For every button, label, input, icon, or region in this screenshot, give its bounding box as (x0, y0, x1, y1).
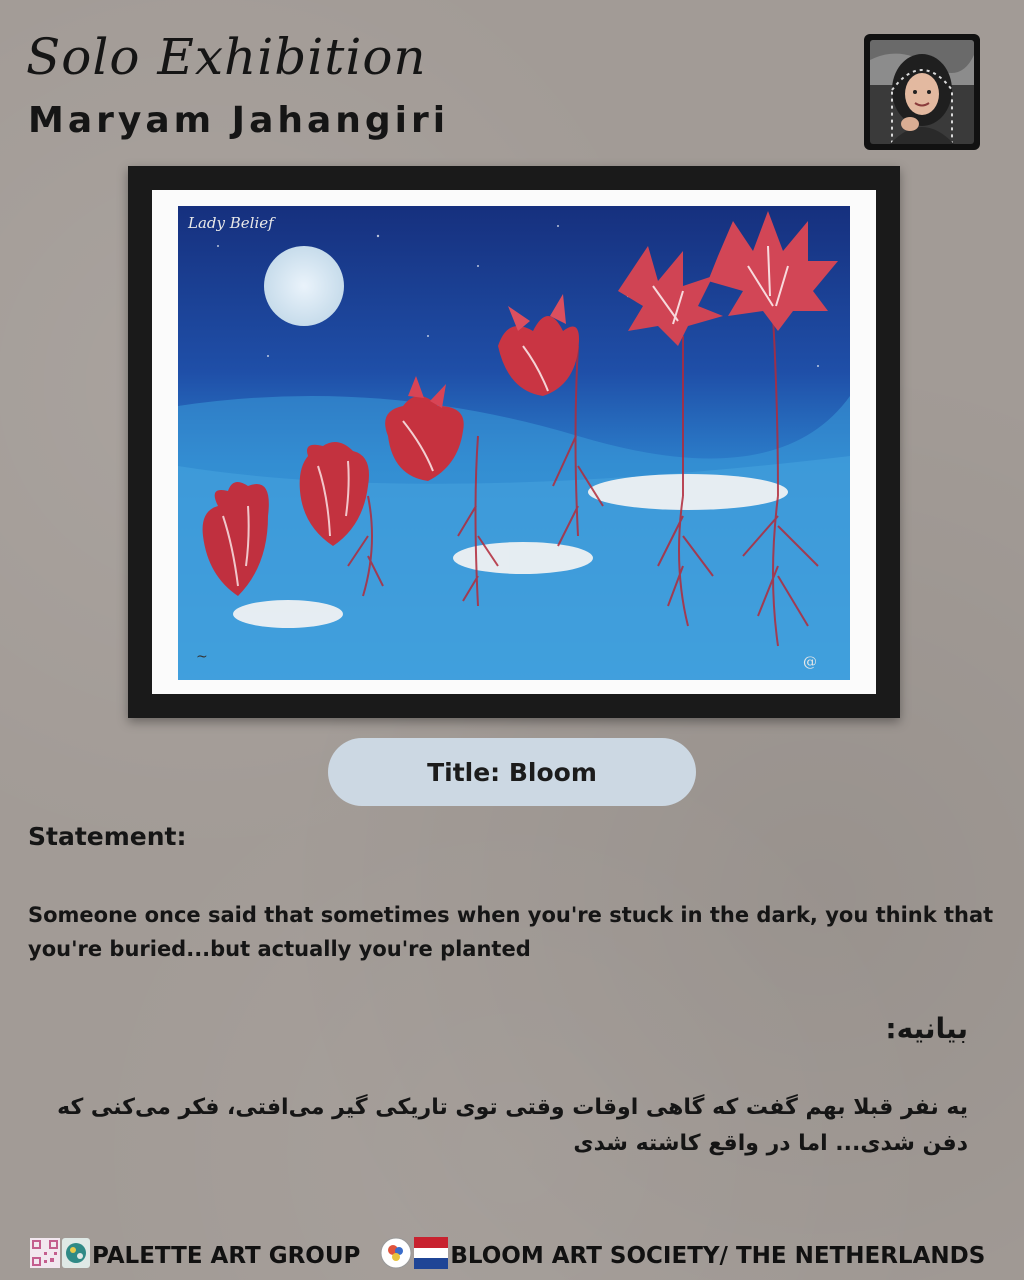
artwork-frame (128, 166, 900, 718)
palette-logo-icon (62, 1238, 90, 1274)
statement-fa-label: بیانیه: (885, 1012, 968, 1045)
qr-code-icon (30, 1238, 60, 1274)
footer-group-palette (30, 1238, 360, 1274)
footer-bloom-label: BLOOM ART SOCIETY/ THE NETHERLANDS (450, 1243, 986, 1269)
exhibition-title: Solo Exhibition (26, 28, 427, 86)
painting-watermark: Lady Belief (188, 214, 274, 232)
artist-portrait-image (870, 40, 974, 144)
bloom-logo-icon (380, 1237, 412, 1275)
footer (30, 1238, 1000, 1274)
artwork-painting (178, 206, 850, 680)
moon-shape (264, 246, 344, 326)
artist-name: Maryam Jahangiri (28, 100, 450, 141)
statement-text: Someone once said that sometimes when you're stuck in the dark, you think that you're buried...but actually you're planted (28, 903, 994, 961)
footer-palette-label: PALETTE ART GROUP (92, 1243, 361, 1269)
artwork-title-pill: Title: Bloom (328, 738, 696, 806)
statement-fa-text: یه نفر قبلا بهم گفت که گاهی اوقات وقتی توی تاریکی گیر می‌افتی، فکر می‌کنی که دفن شدی... اما در واقع کاشته شدی (57, 1095, 968, 1156)
painting-mark: @ (803, 654, 817, 670)
statement-label: Statement: (28, 822, 187, 851)
netherlands-flag-icon (414, 1237, 448, 1275)
footer-group-bloom (380, 1237, 985, 1275)
artist-avatar (864, 34, 980, 150)
painting-signature: ~ (196, 649, 208, 665)
artwork-mat (152, 190, 876, 694)
